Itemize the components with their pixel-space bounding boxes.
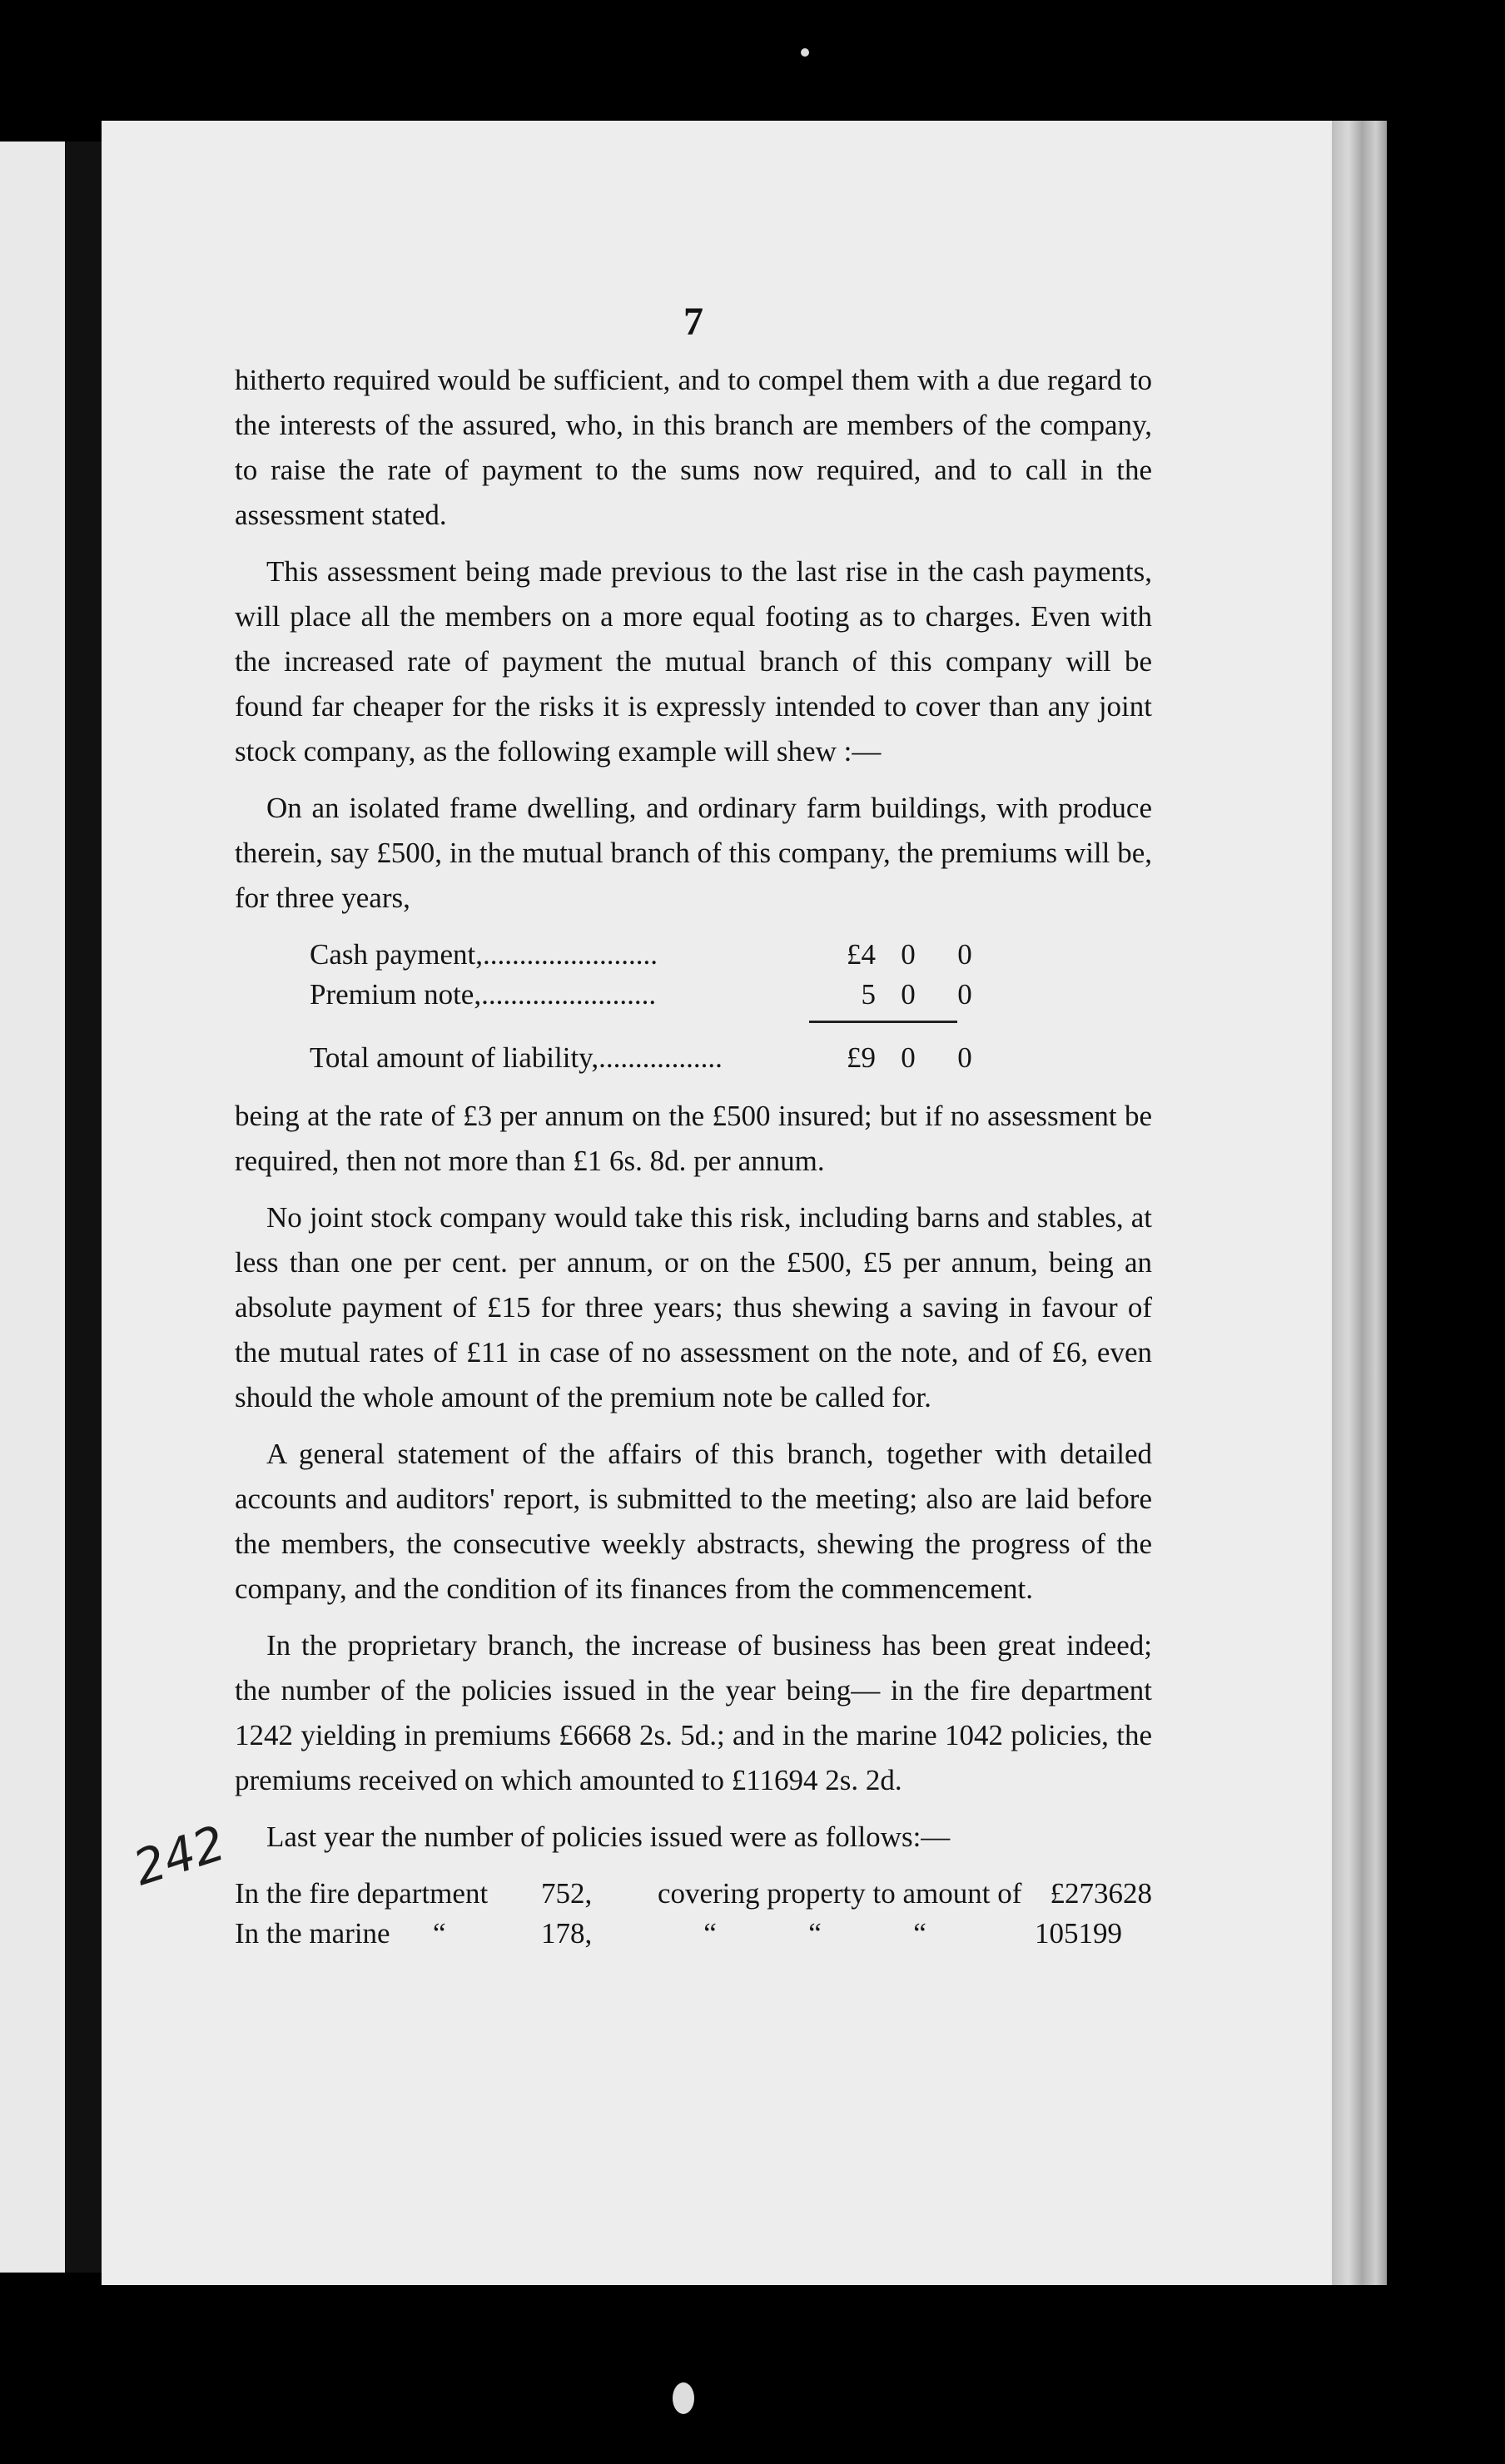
last-year-table	[235, 1871, 1152, 1951]
policy-count: 752,	[541, 1877, 593, 1910]
pence-value: 0	[957, 1041, 972, 1074]
pence-value: 0	[957, 938, 972, 971]
table-row-premium-note	[235, 972, 1152, 1012]
policy-count: 178,	[541, 1917, 593, 1950]
shillings-value: 0	[901, 938, 916, 971]
pence-value: 0	[957, 978, 972, 1011]
ditto-mark: “	[703, 1917, 717, 1950]
adjacent-page-edge	[0, 142, 65, 2273]
row-label: Total amount of liability,.................	[310, 1041, 723, 1074]
ditto-mark: “	[808, 1917, 822, 1950]
page-content	[235, 300, 1152, 1951]
row-description: covering property to amount of	[658, 1877, 1022, 1910]
pounds-value: £4	[847, 938, 876, 971]
scan-speck	[673, 2382, 694, 2414]
paragraph-3: On an isolated frame dwelling, and ordinary farm buildings, with produce therein, say £500, in the mutual branch of this company, the premiums will be, for three years,	[235, 792, 1152, 914]
ditto-mark: “	[913, 1917, 926, 1950]
ditto-mark: “	[433, 1917, 446, 1950]
pounds-value: £9	[847, 1041, 876, 1074]
pounds-value: 5	[861, 978, 876, 1011]
sum-rule	[235, 1012, 1152, 1031]
paragraph-2: This assessment being made previous to the last rise in the cash payments, will place all the members on a more equal footing as to charges. Even with the increased rate of payment the mutual branch of this company will be found far cheaper for the risks it is expressly intended to cover than any joint stock company, as the following example will shew :—	[235, 555, 1152, 768]
page-number: 7	[683, 300, 703, 344]
paragraph-5: No joint stock company would take this risk, including barns and stables, at less than one per cent. per annum, or on the £500, £5 per annum, being an absolute payment of £15 for three years; thus shewing a saving in favour of the mutual rates of £11 in case of no assessment on the note, and of £6, even should the whole amount of the premium note be called for.	[235, 1201, 1152, 1413]
row-label: Cash payment,........................	[310, 938, 658, 971]
shillings-value: 0	[901, 1041, 916, 1074]
paragraph-7: In the proprietary branch, the increase of business has been great indeed; the number of the policies issued in the year being— in the fire department 1242 yielding in premiums £6668 2s. 5d.; and in the marine 1042 policies, the premiums received on which amounted to £11694 2s. 2d.	[235, 1629, 1152, 1796]
premium-table	[235, 932, 1152, 1076]
table-row-fire	[235, 1871, 1152, 1911]
table-row-cash-payment	[235, 932, 1152, 972]
department-label: In the fire department	[235, 1877, 489, 1910]
paragraph-8: Last year the number of policies issued were as follows:—	[266, 1821, 951, 1853]
paragraph-6: A general statement of the affairs of this branch, together with detailed accounts and auditors' report, is submitted to the meeting; also are laid before the members, the consecutive weekly abstracts, shewing the progress of the company, and the condition of its finances from the commencement.	[235, 1438, 1152, 1605]
page-stack-edge	[1332, 121, 1387, 2285]
scan-speck	[801, 48, 809, 57]
department-label: In the marine	[235, 1917, 390, 1950]
amount-value: 105199	[1035, 1917, 1122, 1950]
paragraph-1: hitherto required would be sufficient, and to compel them with a due regard to the interests of the assured, who, in this branch are members of the company, to raise the rate of payment to the sums now required, and to call in the assessment stated.	[235, 364, 1152, 531]
shillings-value: 0	[901, 978, 916, 1011]
amount-value: £273628	[1050, 1877, 1152, 1910]
handwritten-margin-note: 242	[127, 1814, 232, 1897]
paragraph-4: being at the rate of £3 per annum on the £500 insured; but if no assessment be required, then not more than £1 6s. 8d. per annum.	[235, 1100, 1152, 1177]
row-label: Premium note,........................	[310, 978, 657, 1011]
book-gutter	[65, 142, 102, 2273]
table-row-total	[235, 1036, 1152, 1076]
table-row-marine	[235, 1911, 1152, 1951]
